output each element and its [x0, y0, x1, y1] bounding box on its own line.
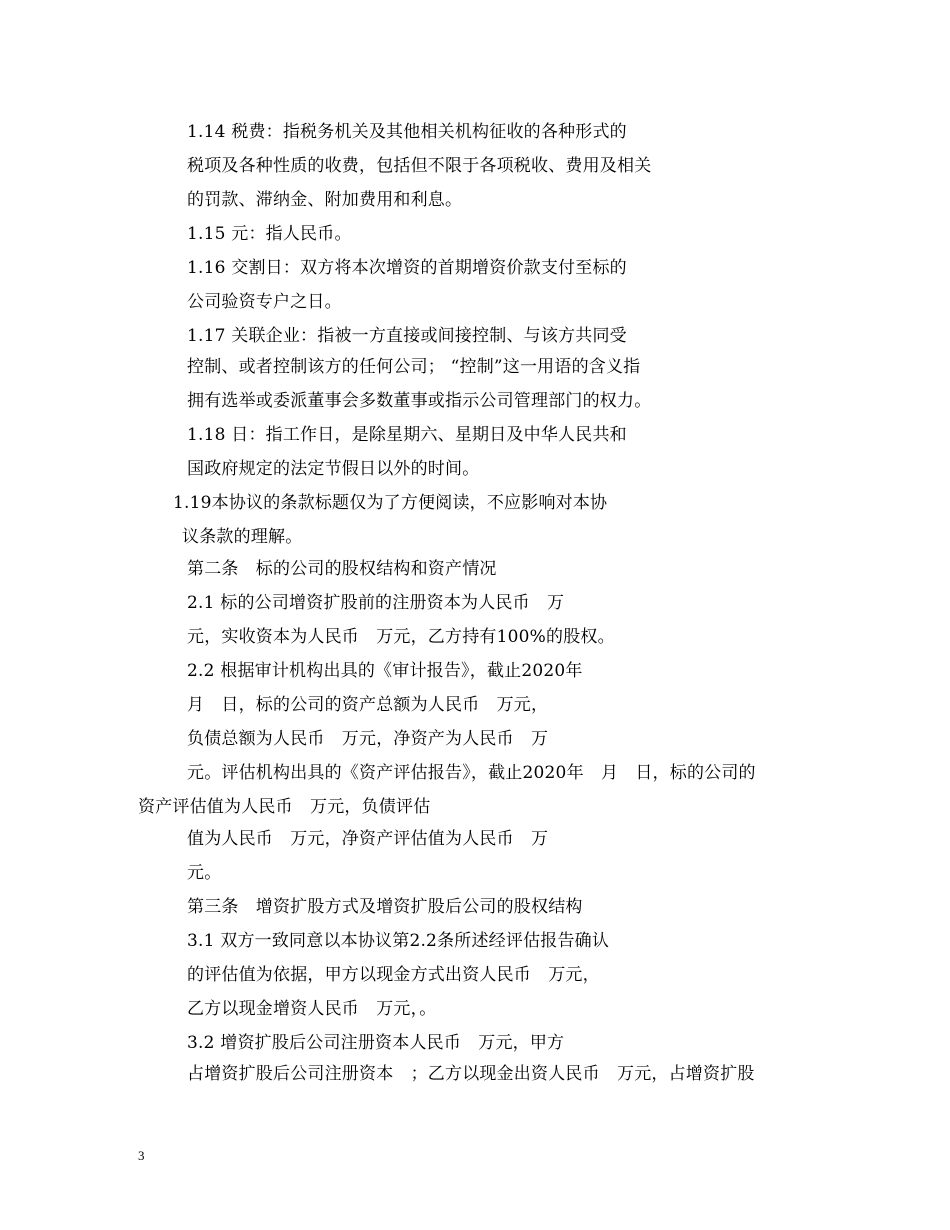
text-line: 1.19本协议的条款标题仅为了方便阅读，不应影响对本协 [173, 493, 608, 513]
text-line: 税项及各种性质的收费，包括但不限于各项税收、费用及相关 [187, 156, 652, 176]
text-line: 公司验资专户之日。 [187, 292, 342, 312]
text-line: 资产评估值为人民币 万元，负债评估 [138, 797, 431, 817]
text-line: 2.1 标的公司增资扩股前的注册资本为人民币 万 [187, 593, 565, 613]
text-line: 2.2 根据审计机构出具的《审计报告》，截止2020年 [187, 661, 583, 681]
text-line: 3.1 双方一致同意以本协议第2.2条所述经评估报告确认 [187, 931, 610, 951]
section-heading: 第三条 增资扩股方式及增资扩股后公司的股权结构 [187, 897, 583, 917]
text-line: 1.15 元：指人民币。 [187, 224, 352, 244]
text-line: 占增资扩股后公司注册资本 ；乙方以现金出资人民币 万元，占增资扩股 [187, 1064, 755, 1084]
text-line: 负债总额为人民币 万元，净资产为人民币 万 [187, 729, 549, 749]
text-line: 控制、或者控制该方的任何公司； “控制”这一用语的含义指 [187, 357, 641, 377]
text-line: 1.17 关联企业：指被一方直接或间接控制、与该方共同受 [187, 326, 627, 346]
text-line: 国政府规定的法定节假日以外的时间。 [187, 459, 480, 479]
text-line: 的罚款、滞纳金、附加费用和利息。 [187, 190, 463, 210]
text-line: 拥有选举或委派董事会多数董事或指示公司管理部门的权力。 [187, 391, 652, 411]
text-line: 议条款的理解。 [182, 527, 303, 547]
text-line: 的评估值为依据，甲方以现金方式出资人民币 万元， [187, 965, 600, 985]
text-line: 元。评估机构出具的《资产评估报告》，截止2020年 月 日，标的公司的 [187, 763, 756, 783]
text-line: 1.14 税费：指税务机关及其他相关机构征收的各种形式的 [187, 122, 627, 142]
text-line: 月 日，标的公司的资产总额为人民币 万元， [187, 695, 549, 715]
section-heading: 第二条 标的公司的股权结构和资产情况 [187, 559, 497, 579]
text-line: 乙方以现金增资人民币 万元，。 [187, 999, 437, 1019]
text-line: 值为人民币 万元，净资产评估值为人民币 万 [187, 829, 549, 849]
text-line: 3.2 增资扩股后公司注册资本人民币 万元，甲方 [187, 1033, 565, 1053]
text-line: 1.18 日：指工作日，是除星期六、星期日及中华人民共和 [187, 425, 627, 445]
text-line: 元，实收资本为人民币 万元，乙方持有100%的股权。 [187, 627, 615, 647]
page-number: 3 [138, 1148, 145, 1163]
text-line: 元。 [187, 863, 222, 883]
text-line: 1.16 交割日：双方将本次增资的首期增资价款支付至标的 [187, 258, 627, 278]
